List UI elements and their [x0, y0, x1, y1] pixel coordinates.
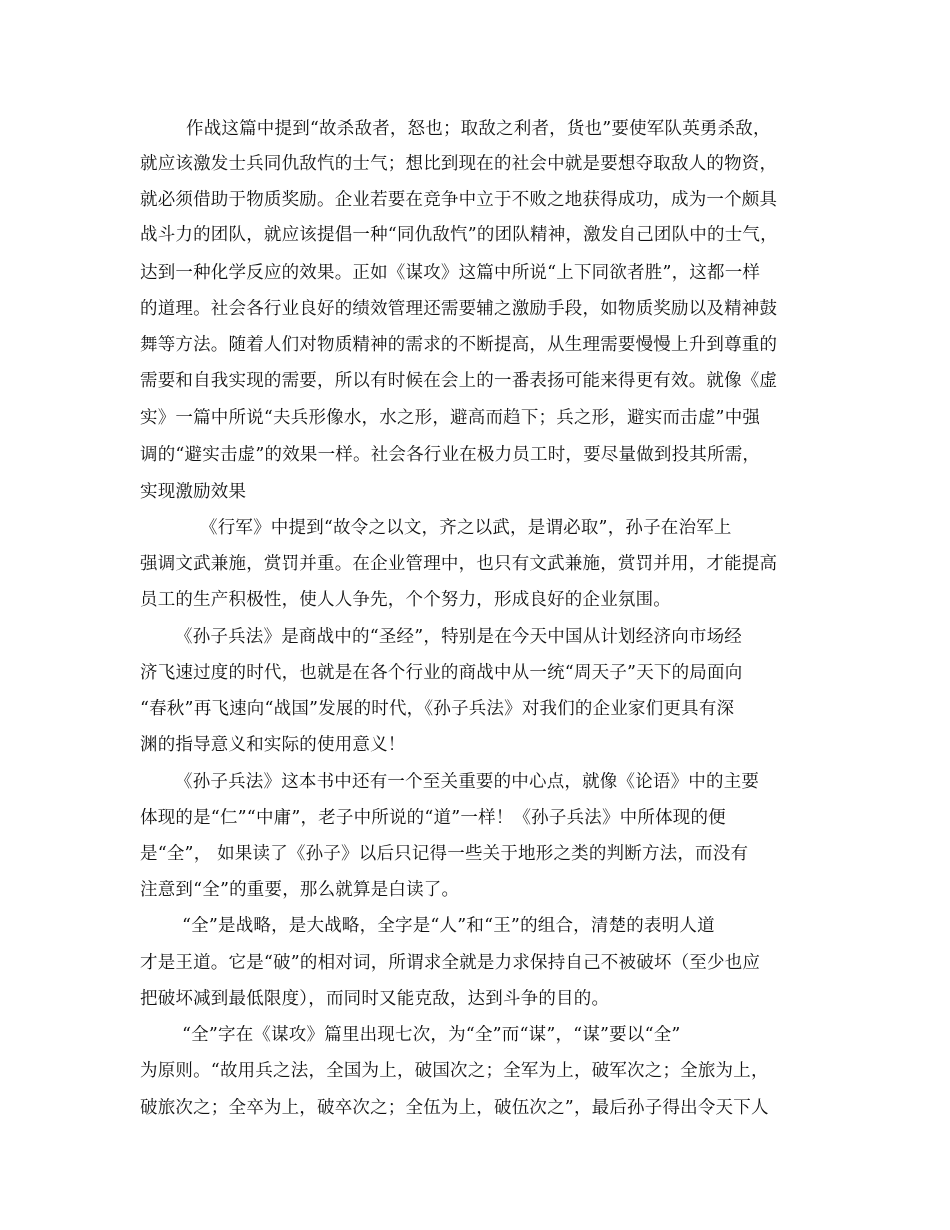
text-line: 《行军》中提到“故令之以文，齐之以武，是谓必取”，孙子在治军上 — [200, 518, 732, 538]
text-line: 就应该激发士兵同仇敌忾的士气；想比到现在的社会中就是要想夺取敌人的物资， — [140, 154, 778, 174]
text-line: 员工的生产积极性，使人人争先，个个努力，形成良好的企业氛围。 — [140, 590, 671, 610]
text-line: 是“全”， 如果读了《孙子》以后只记得一些关于地形之类的判断方法，而没有 — [140, 844, 749, 864]
text-line: 才是王道。它是“破”的相对词，所谓求全就是力求保持自己不被破坏（至少也应 — [140, 953, 761, 973]
text-line: 渊的指导意义和实际的使用意义！ — [140, 735, 406, 755]
text-line: 达到一种化学反应的效果。正如《谋攻》这篇中所说“上下同欲者胜”，这都一样 — [140, 263, 761, 283]
text-line: 体现的是“仁”“中庸”，老子中所说的“道”一样！《孙子兵法》中所体现的便 — [140, 808, 726, 828]
text-line: “全”字在《谋攻》篇里出现七次，为“全”而“谋”，“谋”要以“全” — [182, 1025, 681, 1045]
text-line: 济飞速过度的时代，也就是在各个行业的商战中从一统“周天子”天下的局面向 — [140, 663, 743, 683]
text-line: 《孙子兵法》这本书中还有一个至关重要的中心点，就像《论语》中的主要 — [175, 772, 760, 792]
text-line: 实》一篇中所说“夫兵形像水，水之形，避高而趋下；兵之形，避实而击虚”中强 — [140, 408, 761, 428]
text-line: 需要和自我实现的需要，所以有时候在会上的一番表扬可能来得更有效。就像《虚 — [140, 371, 778, 391]
text-line: “春秋”再飞速向“战国”发展的时代，《孙子兵法》对我们的企业家们更具有深 — [140, 699, 735, 719]
text-line: 强调文武兼施，赏罚并重。在企业管理中，也只有文武兼施，赏罚并用，才能提高 — [140, 554, 778, 574]
text-line: 的道理。社会各行业良好的绩效管理还需要辅之激励手段，如物质奖励以及精神鼓 — [140, 299, 778, 319]
text-line: 实现激励效果 — [140, 482, 247, 502]
text-line: 作战这篇中提到“故杀敌者，怒也；取敌之利者，货也”要使军队英勇杀敌， — [186, 119, 771, 139]
text-line: 就必须借助于物质奖励。企业若要在竞争中立于不败之地获得成功，成为一个颇具 — [140, 190, 778, 210]
text-line: 把破坏减到最低限度），而同时又能克敌，达到斗争的目的。 — [140, 989, 610, 1009]
text-line: 调的“避实击虚”的效果一样。社会各行业在极力员工时，要尽量做到投其所需， — [140, 445, 761, 465]
text-line: 战斗力的团队，就应该提倡一种“同仇敌忾”的团队精神，激发自己团队中的士气， — [140, 225, 778, 245]
text-line: 为原则。“故用兵之法，全国为上，破国次之；全军为上，破军次之；全旅为上， — [140, 1061, 769, 1081]
text-line: “全”是战略，是大战略，全字是“人”和“王”的组合，清楚的表明人道 — [182, 916, 715, 936]
text-line: 注意到“全”的重要，那么就算是白读了。 — [140, 880, 460, 900]
text-line: 舞等方法。随着人们对物质精神的需求的不断提高，从生理需要慢慢上升到尊重的 — [140, 335, 778, 355]
text-line: 《孙子兵法》是商战中的“圣经”，特别是在今天中国从计划经济向市场经 — [175, 627, 742, 647]
text-line: 破旅次之；全卒为上，破卒次之；全伍为上，破伍次之”，最后孙子得出令天下人 — [140, 1098, 769, 1118]
